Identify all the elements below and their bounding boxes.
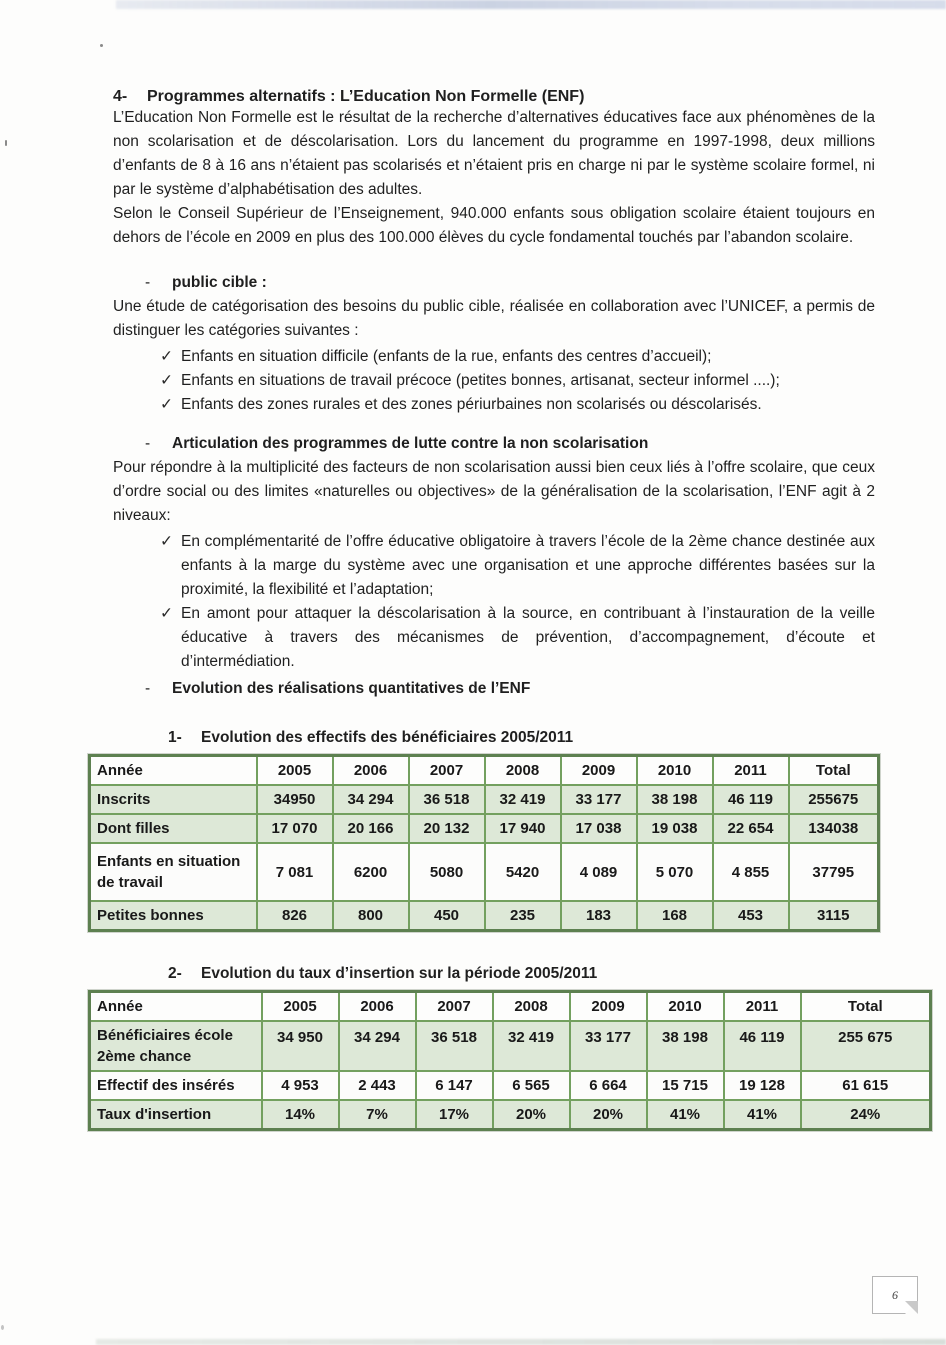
table-cell: 183 bbox=[561, 901, 637, 931]
column-header: Année bbox=[90, 992, 262, 1022]
table-cell: 22 654 bbox=[713, 814, 789, 843]
table-header-row bbox=[90, 756, 879, 786]
table-cell: 7 081 bbox=[257, 843, 333, 901]
column-header: 2009 bbox=[570, 992, 647, 1022]
column-header: 2011 bbox=[713, 756, 789, 786]
column-header: 2011 bbox=[724, 992, 801, 1022]
table-cell: 17% bbox=[416, 1100, 493, 1130]
column-header: 2006 bbox=[333, 756, 409, 786]
column-header: 2008 bbox=[485, 756, 561, 786]
table-cell: 255 675 bbox=[801, 1021, 931, 1071]
list-item-text: En amont pour attaquer la déscolarisation à la source, en contribuant à l’instauration de la veille éducative à travers des mécanismes de prévention, d’accompagnement, d’écoute et d’intermédiation. bbox=[181, 605, 875, 670]
paragraph-etude: Une étude de catégorisation des besoins du public cible, réalisée en collaboration avec l’UNICEF, a permis de distinguer les catégories suivantes : bbox=[113, 298, 875, 339]
column-header: Total bbox=[789, 756, 879, 786]
caption-text: Evolution du taux d’insertion sur la période 2005/2011 bbox=[201, 965, 598, 982]
table-cell: 24% bbox=[801, 1100, 931, 1130]
table-cell: 4 855 bbox=[713, 843, 789, 901]
list-item-text: Enfants en situation difficile (enfants de la rue, enfants des centres d’accueil); bbox=[181, 348, 712, 365]
table-cell: 34 294 bbox=[339, 1021, 416, 1071]
table2-caption bbox=[113, 963, 875, 985]
paragraph-intro: L’Education Non Formelle est le résultat de la recherche d’alternatives éducatives face aux phénomènes de la non scolarisation et de déscolarisation. Lors du lancement du programme en 1997-1998, deux millions d’enfants de 8 à 16 ans n’étaient pas scolarisés et n’étaient pris en charge ni par le système scolaire formel, ni par le système d’alphabétisation des adultes. bbox=[113, 109, 875, 198]
table-cell: 34950 bbox=[257, 785, 333, 814]
check-icon: ✓ bbox=[160, 605, 173, 622]
check-list-public-cible bbox=[113, 345, 875, 417]
table-row bbox=[90, 1100, 931, 1130]
table-row bbox=[90, 843, 879, 901]
caption-number: 1- bbox=[168, 729, 182, 746]
column-header: 2009 bbox=[561, 756, 637, 786]
folded-corner-icon bbox=[905, 1301, 918, 1314]
column-header: 2010 bbox=[637, 756, 713, 786]
table-cell: 41% bbox=[724, 1100, 801, 1130]
table-cell: 5080 bbox=[409, 843, 485, 901]
table-cell: 34 294 bbox=[333, 785, 409, 814]
table-row bbox=[90, 1021, 931, 1071]
table-cell: 5420 bbox=[485, 843, 561, 901]
table-row bbox=[90, 814, 879, 843]
table-cell: 255675 bbox=[789, 785, 879, 814]
table-cell: 7% bbox=[339, 1100, 416, 1130]
table-cell: 15 715 bbox=[647, 1071, 724, 1100]
scan-speck bbox=[1, 1325, 4, 1330]
caption-number: 2- bbox=[168, 965, 182, 982]
table-cell: 6 664 bbox=[570, 1071, 647, 1100]
table1-caption bbox=[113, 727, 875, 749]
check-icon: ✓ bbox=[160, 533, 173, 550]
table-cell: 36 518 bbox=[409, 785, 485, 814]
table-cell: 6 565 bbox=[493, 1071, 570, 1100]
paragraph-conseil: Selon le Conseil Supérieur de l’Enseignement, 940.000 enfants sous obligation scolaire étaient toujours en dehors de l’école en 2009 en plus des 100.000 élèves du cycle fondamental touchés par l’abandon scolaire. bbox=[113, 205, 875, 246]
table-cell: 168 bbox=[637, 901, 713, 931]
table-cell: 20% bbox=[493, 1100, 570, 1130]
table-cell: 2 443 bbox=[339, 1071, 416, 1100]
subheading-articulation bbox=[113, 432, 875, 456]
table-cell: 37795 bbox=[789, 843, 879, 901]
table-cell: 33 177 bbox=[570, 1021, 647, 1071]
table-cell: 61 615 bbox=[801, 1071, 931, 1100]
column-header: 2007 bbox=[409, 756, 485, 786]
list-item-text: En complémentarité de l’offre éducative obligatoire à travers l’école de la 2ème chance destinée aux enfants à la marge du système avec une organisation et une approche différentes basées sur la proximité, la flexibilité et l’adaptation; bbox=[181, 533, 875, 598]
table-cell: 235 bbox=[485, 901, 561, 931]
row-label: Taux d'insertion bbox=[90, 1100, 262, 1130]
list-item bbox=[160, 602, 875, 674]
table-row bbox=[90, 901, 879, 931]
scan-speck bbox=[100, 44, 103, 47]
list-item-text: Enfants en situations de travail précoce (petites bonnes, artisanat, secteur informel ....); bbox=[181, 372, 780, 389]
column-header: Année bbox=[90, 756, 257, 786]
table-cell: 19 038 bbox=[637, 814, 713, 843]
table-cell: 46 119 bbox=[724, 1021, 801, 1071]
table-cell: 6 147 bbox=[416, 1071, 493, 1100]
table-cell: 134038 bbox=[789, 814, 879, 843]
table-effectifs-beneficiaires bbox=[88, 754, 880, 932]
column-header: 2008 bbox=[493, 992, 570, 1022]
table-cell: 800 bbox=[333, 901, 409, 931]
table-cell: 4 089 bbox=[561, 843, 637, 901]
table-cell: 3115 bbox=[789, 901, 879, 931]
table-cell: 17 940 bbox=[485, 814, 561, 843]
table-taux-insertion bbox=[88, 990, 932, 1131]
check-icon: ✓ bbox=[160, 348, 173, 365]
dash-bullet: - bbox=[145, 274, 151, 291]
list-item-text: Enfants des zones rurales et des zones périurbaines non scolarisés ou déscolarisés. bbox=[181, 396, 762, 413]
paragraph-articulation: Pour répondre à la multiplicité des facteurs de non scolarisation aussi bien ceux liés à l’offre scolaire, que ceux d’ordre social ou des limites «naturelles ou objectives» de la généralisation de la scolarisation, l’ENF agit à 2 niveaux: bbox=[113, 459, 875, 524]
section-title-text: Programmes alternatifs : L’Education Non Formelle (ENF) bbox=[147, 88, 585, 105]
table-row bbox=[90, 785, 879, 814]
table-cell: 38 198 bbox=[647, 1021, 724, 1071]
scan-artifact-bottom-strip bbox=[96, 1339, 946, 1345]
table-cell: 19 128 bbox=[724, 1071, 801, 1100]
subheading-label: Articulation des programmes de lutte contre la non scolarisation bbox=[172, 435, 649, 452]
column-header: 2007 bbox=[416, 992, 493, 1022]
section-number: 4- bbox=[113, 88, 128, 105]
caption-text: Evolution des effectifs des bénéficiaires 2005/2011 bbox=[201, 729, 574, 746]
table-cell: 17 070 bbox=[257, 814, 333, 843]
list-item bbox=[160, 345, 875, 369]
table-cell: 36 518 bbox=[416, 1021, 493, 1071]
table-cell: 32 419 bbox=[493, 1021, 570, 1071]
page-number: 6 bbox=[892, 1287, 898, 1302]
column-header: Total bbox=[801, 992, 931, 1022]
table-cell: 17 038 bbox=[561, 814, 637, 843]
table-cell: 38 198 bbox=[637, 785, 713, 814]
table-cell: 20 166 bbox=[333, 814, 409, 843]
column-header: 2005 bbox=[262, 992, 339, 1022]
table-cell: 20 132 bbox=[409, 814, 485, 843]
table-cell: 34 950 bbox=[262, 1021, 339, 1071]
list-item bbox=[160, 393, 875, 417]
column-header: 2006 bbox=[339, 992, 416, 1022]
table-cell: 450 bbox=[409, 901, 485, 931]
table-cell: 20% bbox=[570, 1100, 647, 1130]
row-label: Petites bonnes bbox=[90, 901, 257, 931]
scan-speck bbox=[5, 140, 7, 146]
table-cell: 14% bbox=[262, 1100, 339, 1130]
table-cell: 453 bbox=[713, 901, 789, 931]
row-label: Enfants en situation de travail bbox=[90, 843, 257, 901]
table-cell: 32 419 bbox=[485, 785, 561, 814]
table-row bbox=[90, 1071, 931, 1100]
dash-bullet: - bbox=[145, 680, 151, 697]
check-list-niveaux bbox=[113, 530, 875, 674]
subheading-public-cible bbox=[113, 271, 875, 295]
table-cell: 33 177 bbox=[561, 785, 637, 814]
table-cell: 5 070 bbox=[637, 843, 713, 901]
check-icon: ✓ bbox=[160, 396, 173, 413]
check-icon: ✓ bbox=[160, 372, 173, 389]
table-cell: 4 953 bbox=[262, 1071, 339, 1100]
table-cell: 826 bbox=[257, 901, 333, 931]
column-header: 2010 bbox=[647, 992, 724, 1022]
table-cell: 6200 bbox=[333, 843, 409, 901]
table-cell: 46 119 bbox=[713, 785, 789, 814]
table-cell: 41% bbox=[647, 1100, 724, 1130]
row-label: Dont filles bbox=[90, 814, 257, 843]
row-label: Inscrits bbox=[90, 785, 257, 814]
subheading-evolution bbox=[113, 677, 875, 701]
scan-artifact-top-strip bbox=[116, 0, 946, 9]
column-header: 2005 bbox=[257, 756, 333, 786]
dash-bullet: - bbox=[145, 435, 151, 452]
list-item bbox=[160, 530, 875, 602]
subheading-label: Evolution des réalisations quantitatives de l’ENF bbox=[172, 680, 531, 697]
list-item bbox=[160, 369, 875, 393]
document-page bbox=[97, 0, 893, 1131]
row-label: Bénéficiaires école 2ème chance bbox=[90, 1021, 262, 1071]
page-title bbox=[113, 88, 875, 106]
subheading-label: public cible : bbox=[172, 274, 267, 291]
table-header-row bbox=[90, 992, 931, 1022]
row-label: Effectif des insérés bbox=[90, 1071, 262, 1100]
page-number-badge bbox=[872, 1276, 918, 1314]
